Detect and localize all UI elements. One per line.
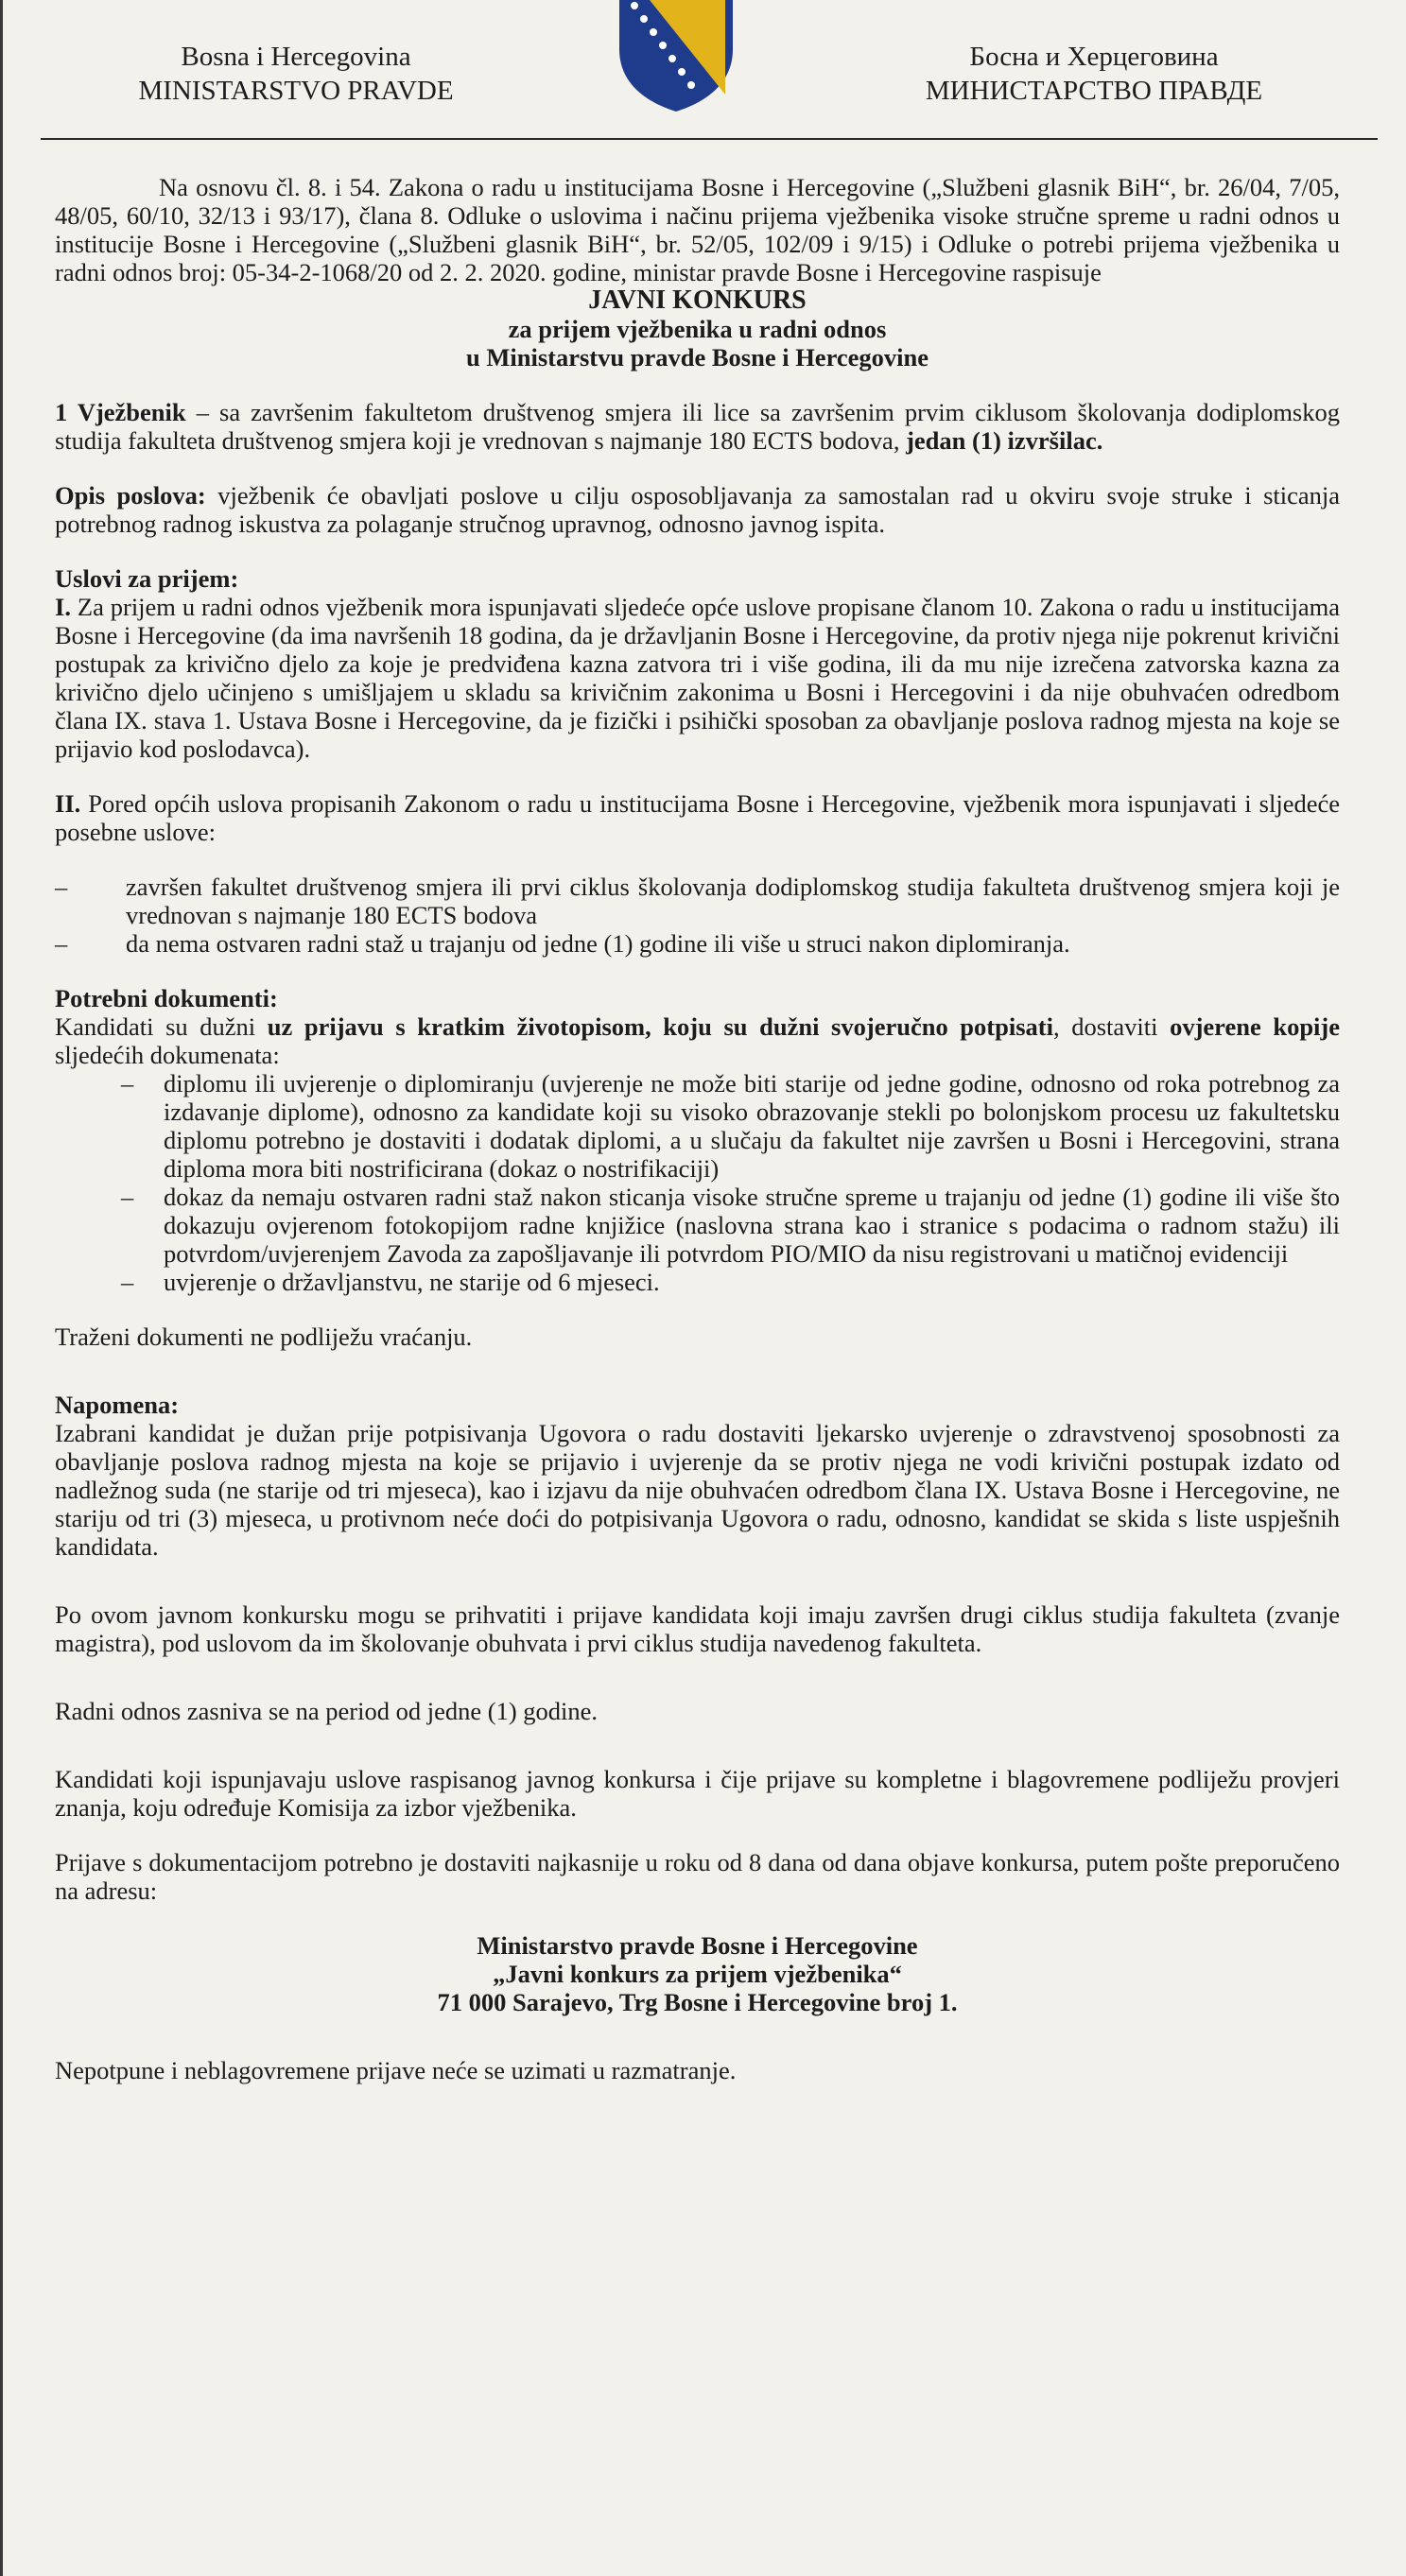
header-right xyxy=(839,40,1349,108)
opis-text: vježbenik će obavljati poslove u cilju osposobljavanja za samostalan rad u okviru svoje struke i sticanja potrebnog radnog iskustva za polaganje stručnog upravnog, odnosno javnog ispita. xyxy=(55,481,1341,538)
intro-paragraph: Na osnovu čl. 8. i 54. Zakona o radu u institucijama Bosne i Hercegovine („Službeni glasnik BiH“, br. 26/04, 7/05, 48/05, 60/10, 32/13 i 93/17), člana 8. Odluke o uslovima i načinu prijema vježbenika visoke stručne spreme u radni odnos u institucije Bosne i Hercegovine („Službeni glasnik BiH“, br. 52/05, 102/09 i 9/15) i Odluke o potrebi prijema vježbenika u radni odnos broj: 05-34-2-1068/20 od 2. 2. 2020. godine, ministar pravde Bosne i Hercegovine raspisuje xyxy=(55,173,1340,286)
list-item: – završen fakultet društvenog smjera ili prvi ciklus školovanja dodiplomskog studija fakulteta društvenog smjera koji je vrednovan s najmanje 180 ECTS bodova xyxy=(55,873,1340,929)
period-paragraph: Radni odnos zasniva se na period od jedne (1) godine. xyxy=(55,1697,599,1725)
title-line-1: JAVNI KONKURS xyxy=(588,285,807,315)
position-text: – sa završenim fakultetom društvenog smjera ili lice sa završenim prvim ciklusom školovanja dodiplomskog studija fakulteta društvenog smjera koji je vrednovan s najmanje 180 ECTS bodova, xyxy=(55,398,1340,455)
documents-note: Traženi dokumenti ne podliježu vraćanju. xyxy=(55,1323,473,1351)
dokumenti-intro: Kandidati su dužni uz prijavu s kratkim životopisom, koju su dužni svojeručno potpisati, dostaviti ovjerene kopije sljedećih dokumenata: xyxy=(55,1012,1341,1069)
closing-paragraph: Nepotpune i neblagovremene prijave neće se uzimati u razmatranje. xyxy=(55,2056,737,2084)
ministry-name-cyrillic: МИНИСТАРСТВО ПРАВДЕ xyxy=(925,76,1263,106)
coat-of-arms-icon xyxy=(614,0,738,112)
napomena-text: Izabrani kandidat je dužan prije potpisivanja Ugovora o radu dostaviti ljekarsko uvjerenje o zdravstvenoj sposobnosti za obavljanje poslova radnog mjesta na koje se prijavio i uvjerenje da se protiv njega ne vodi krivični postupak izdato od nadležnog suda (ne starije od tri mjeseca), kao i izjavu da nije obuhvaćen odredbom člana IX. Ustava Bosne i Hercegovine, ne stariju od tri (3) mjeseca, u protivnom neće doći do potpisivanja Ugovora o radu, odnosno, kandidat se skida s liste uspješnih kandidata. xyxy=(55,1419,1340,1561)
letterhead xyxy=(3,0,1406,142)
position-lead: 1 Vježbenik xyxy=(55,398,186,426)
title-line-3: u Ministarstvu pravde Bosne i Hercegovine xyxy=(465,343,929,372)
title-line-2: za prijem vježbenika u radni odnos xyxy=(508,315,887,343)
documents-list xyxy=(55,1069,1340,1296)
provjera-paragraph: Kandidati koji ispunjavaju uslove raspisanog javnog konkursa i čije prijave su kompletne i blagovremene podliježu provjeri znanja, koju određuje Komisija za izbor vježbenika. xyxy=(55,1765,1340,1822)
special-num: II. xyxy=(55,789,81,818)
special-conditions-list xyxy=(55,873,1340,958)
opis-paragraph xyxy=(55,481,1340,538)
address-line-3: 71 000 Sarajevo, Trg Bosne i Hercegovine broj 1. xyxy=(437,1988,958,2016)
address-line-1: Ministarstvo pravde Bosne i Hercegovine xyxy=(477,1931,918,1960)
list-item: – da nema ostvaren radni staž u trajanju od jedne (1) godine ili više u struci nakon diplomiranja. xyxy=(55,929,1340,958)
list-item: – dokaz da nemaju ostvaren radni staž nakon sticanja visoke stručne spreme u trajanju od jedne (1) godine ili više što dokazuju ovjerenom fotokopijom radne knjižice (naslovna strana kao i stranice s podacima o radnom stažu) ili potvrdom/uvjerenjem Zavoda za zapošljavanje ili potvrdom PIO/MIO da nisu registrovani u matičnoj evidenciji xyxy=(55,1183,1340,1268)
header-left xyxy=(60,40,532,108)
magistar-paragraph: Po ovom javnom konkursku mogu se prihvatiti i prijave kandidata koji imaju završen drugi ciklus studija fakulteta (zvanje magistra), pod uslovom da im školovanje obuhvata i prvi ciklus studija navedenog fakulteta. xyxy=(55,1600,1340,1657)
mailing-address xyxy=(55,1931,1340,2016)
dokumenti-heading: Potrebni dokumenti: xyxy=(55,984,278,1012)
header-divider xyxy=(41,138,1378,140)
uslovi-heading: Uslovi za prijem: xyxy=(55,564,239,593)
position-paragraph xyxy=(55,398,1340,455)
general-conditions: I. Za prijem u radni odnos vježbenik mora ispunjavati sljedeće opće uslove propisane članom 10. Zakona o radu u institucijama Bosne i Hercegovine (da ima navršenih 18 godina, da je državljanin Bosne i Hercegovine, da protiv njega nije pokrenut krivični postupak za krivično djelo za koje je predviđena kazna zatvora tri i više godina, ili da mu nije izrečena zatvorska kazna za krivično djelo učinjeno s umišljajem u skladu sa krivičnim zakonima u Bosni i Hercegovini i da nije obuhvaćen odredbom člana IX. stava 1. Ustava Bosne i Hercegovine, da je fizički i psihički sposoban za obavljanje poslova radnog mjesta na koje se prijavio kod poslodavca). xyxy=(55,593,1340,763)
special-conditions: II. Pored općih uslova propisanih Zakonom o radu u institucijama Bosne i Hercegovine, vježbenik mora ispunjavati i sljedeće posebne uslove: xyxy=(55,789,1340,846)
list-item: – diplomu ili uvjerenje o diplomiranju (uvjerenje ne može biti starije od jedne godine, odnosno od roka potrebnog za izdavanje diplome), odnosno za kandidate koji su visoko obrazovanje stekli po bolonjskom procesu uz fakultetsku diplomu potrebno je dostaviti i dodatak diplomi, a u slučaju da fakultet nije završen u Bosni i Hercegovini, strana diploma mora biti nostrificirana (dokaz o nostrifikaciji) xyxy=(55,1069,1340,1183)
napomena-heading: Napomena: xyxy=(55,1391,180,1419)
country-name-cyrillic: Босна и Херцеговина xyxy=(969,42,1219,72)
ministry-name-latin: MINISTARSTVO PRAVDE xyxy=(138,76,454,106)
general-num: I. xyxy=(55,593,71,621)
document-body xyxy=(55,147,1340,2084)
rok-paragraph: Prijave s dokumentacijom potrebno je dostaviti najkasnije u roku od 8 dana od dana objave konkursa, putem pošte preporučeno na adresu: xyxy=(55,1848,1340,1905)
country-name-latin: Bosna i Hercegovina xyxy=(181,42,411,72)
list-item: – uvjerenje o državljanstvu, ne starije od 6 mjeseci. xyxy=(55,1268,1340,1296)
opis-label: Opis poslova: xyxy=(55,481,206,510)
document-title xyxy=(55,286,1340,372)
position-count: jedan (1) izvršilac. xyxy=(906,426,1103,455)
address-line-2: „Javni konkurs za prijem vježbenika“ xyxy=(493,1960,902,1988)
